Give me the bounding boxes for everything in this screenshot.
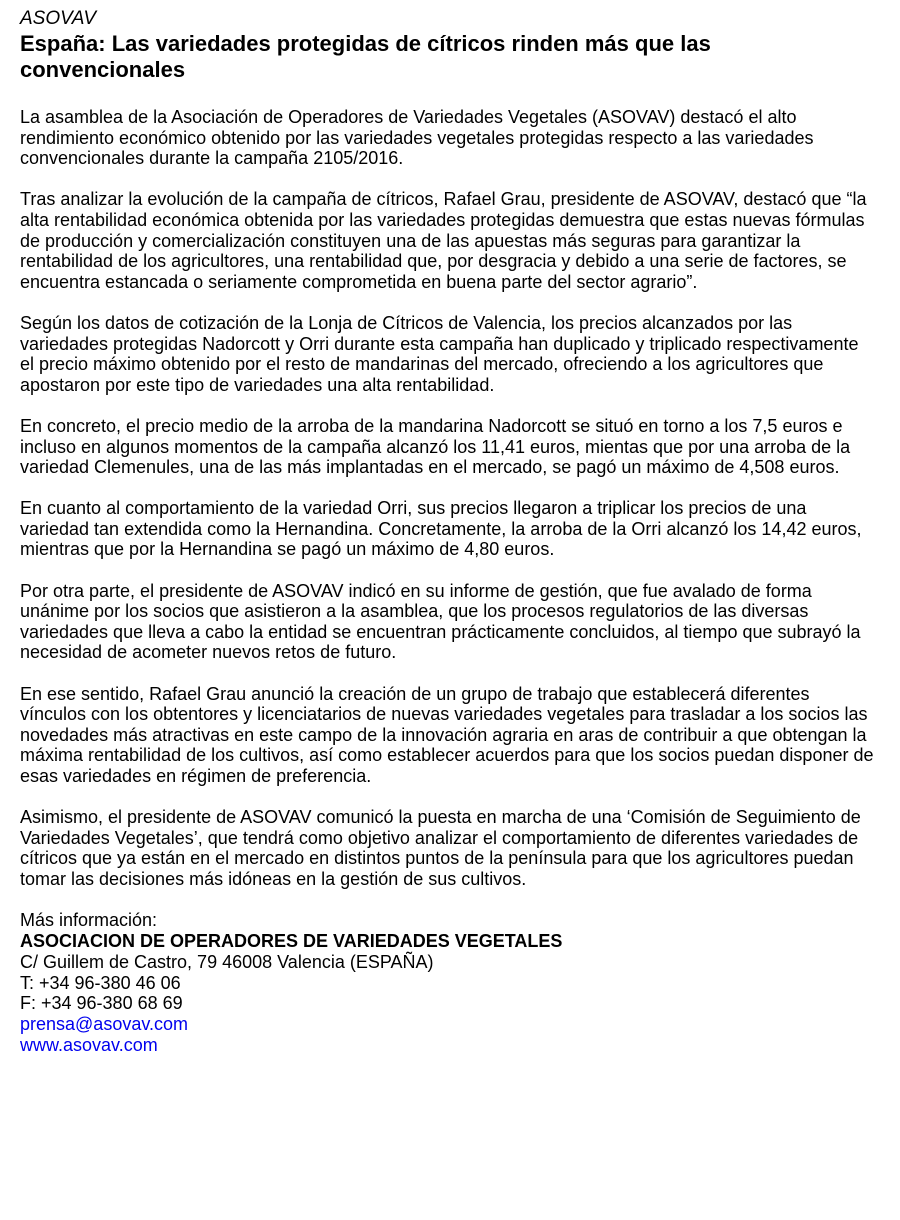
article-paragraph: En ese sentido, Rafael Grau anunció la creación de un grupo de trabajo que establecerá diferentes vínculos con los obtentores y licenciatarios de nuevas variedades vegetales para trasladar a los socios las novedades más atractivas en este campo de la innovación agraria en aras de contribuir a que obtengan la máxima rentabilidad de los cultivos, así como establecer acuerdos para que los socios puedan disponer de esas variedades en régimen de preferencia. — [20, 683, 874, 786]
contact-email-link[interactable]: prensa@asovav.com — [20, 1014, 189, 1035]
contact-block — [20, 910, 876, 1056]
article-paragraph: En concreto, el precio medio de la arroba de la mandarina Nadorcott se situó en torno a los 7,5 euros e incluso en algunos momentos de la campaña alcanzó los 11,41 euros, mientas que por una arroba de la variedad Clemenules, una de las más implantadas en el mercado, se pagó un máximo de 4,508 euros. — [20, 415, 851, 478]
article-paragraph: Según los datos de cotización de la Lonja de Cítricos de Valencia, los precios alcanzados por las variedades protegidas Nadorcott y Orri durante esta campaña han duplicado y triplicado respectivamente el precio máximo obtenido por el resto de mandarinas del mercado, ofreciendo a los agricultores que apostaron por este tipo de variedades una alta rentabilidad. — [20, 312, 859, 395]
contact-phone: T: +34 96-380 46 06 — [20, 972, 181, 993]
contact-intro: Más información: — [20, 910, 158, 931]
article-paragraph: La asamblea de la Asociación de Operadores de Variedades Vegetales (ASOVAV) destacó el alto rendimiento económico obtenido por las variedades vegetales protegidas respecto a las variedades convencionales durante la campaña 2105/2016. — [20, 107, 814, 169]
article-paragraph: Por otra parte, el presidente de ASOVAV indicó en su informe de gestión, que fue avalado de forma unánime por los socios que asistieron a la asamblea, que los procesos regulatorios de las diversas variedades que lleva a cabo la entidad se encuentran prácticamente concluidos, al tiempo que subrayó la necesidad de acometer nuevos retos de futuro. — [20, 580, 861, 663]
article-body — [20, 107, 876, 890]
article-paragraph: Tras analizar la evolución de la campaña de cítricos, Rafael Grau, presidente de ASOVAV, destacó que “la alta rentabilidad económica obtenida por las variedades protegidas demuestra que estas nuevas fórmulas de producción y comercialización constituyen una de las apuestas más seguras para garantizar la rentabilidad de los agricultores, una rentabilidad que, por desgracia y debido a una serie de factores, se encuentra estancada o seriamente comprometida en buena parte del sector agrario”. — [20, 189, 867, 292]
article-title: España: Las variedades protegidas de cítricos rinden más que las convencionales — [20, 31, 711, 82]
article-paragraph: Asimismo, el presidente de ASOVAV comunicó la puesta en marcha de una ‘Comisión de Seguimiento de Variedades Vegetales’, que tendrá como objetivo analizar el comportamiento de diferentes variedades de cítricos que ya están en el mercado en distintos puntos de la península para que los agricultores puedan tomar las decisiones más idóneas en la gestión de sus cultivos. — [20, 807, 861, 889]
contact-fax: F: +34 96-380 68 69 — [20, 993, 183, 1014]
contact-address: C/ Guillem de Castro, 79 46008 Valencia (ESPAÑA) — [20, 951, 434, 972]
contact-organization: ASOCIACION DE OPERADORES DE VARIEDADES VEGETALES — [20, 930, 563, 951]
article-paragraph: En cuanto al comportamiento de la variedad Orri, sus precios llegaron a triplicar los precios de una variedad tan extendida como la Hernandina. Concretamente, la arroba de la Orri alcanzó los 14,42 euros, mientras que por la Hernandina se pagó un máximo de 4,80 euros. — [20, 498, 862, 560]
contact-website-link[interactable]: www.asovav.com — [20, 1034, 158, 1055]
article-source: ASOVAV — [20, 8, 97, 29]
